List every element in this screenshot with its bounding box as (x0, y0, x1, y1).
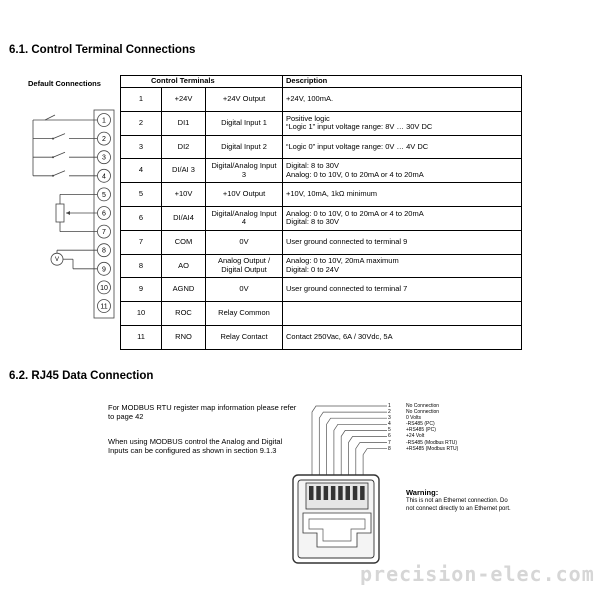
terminal-description (283, 135, 522, 159)
switch-node (52, 156, 54, 158)
voltmeter-label: V (54, 257, 60, 264)
terminal-symbol: DI/AI 3 (162, 159, 206, 183)
description-line-2: “Logic 1” input voltage range: 8V … 30V DC (286, 122, 433, 132)
terminal-label: 9 (102, 266, 106, 274)
description-line-1: Contact 250Vac, 6A / 30Vdc, 5A (286, 332, 393, 342)
table-row (121, 135, 522, 159)
terminal-label: 5 (102, 191, 106, 199)
terminal-label: 2 (102, 136, 106, 144)
potentiometer (56, 204, 64, 222)
description-line-1: Positive logic (286, 113, 330, 123)
terminal-function: +10V Output (206, 183, 283, 207)
pin-number: 7 (388, 439, 391, 446)
terminal-function: 0V (206, 230, 283, 254)
terminal-function: +24V Output (206, 88, 283, 112)
rj45-contact-block (306, 483, 368, 509)
switch-node (52, 138, 54, 140)
pot-wiper-arrow (66, 211, 70, 215)
rj45-pin-list (388, 403, 458, 452)
rj45-contact (324, 486, 329, 500)
watermark: precision-elec.com (360, 562, 595, 586)
section-title-rj45: 6.2. RJ45 Data Connection (9, 370, 154, 382)
switch-contact (53, 152, 65, 157)
section-title-control-terminals: 6.1. Control Terminal Connections (9, 44, 196, 56)
terminal-symbol: AGND (162, 278, 206, 302)
terminal-function: Relay Contact (206, 325, 283, 349)
pin-label: -RS485 (PC) (406, 421, 435, 428)
terminal-label: 11 (100, 303, 108, 311)
terminal-symbol: DI1 (162, 111, 206, 135)
terminal-number: 6 (121, 206, 162, 230)
table-row (121, 325, 522, 349)
modbus-control-note: When using MODBUS control the Analog and Digital Inputs can be configured as shown in section 9.1.3 (108, 437, 283, 456)
pin-label: No Connection (406, 409, 440, 416)
terminal-function: Relay Common (206, 302, 283, 326)
terminal-symbol: DI/AI4 (162, 206, 206, 230)
pin-label: +24 Volt (406, 433, 425, 440)
pin-number: 2 (388, 409, 391, 416)
terminal-symbol: COM (162, 230, 206, 254)
terminal-number: 4 (121, 159, 162, 183)
description-line-1: Analog: 0 to 10V, 20mA maximum (286, 256, 399, 266)
switch-node (52, 175, 54, 177)
rj45-contact (338, 486, 343, 500)
terminal-number: 8 (121, 254, 162, 278)
warning-text: This is not an Ethernet connection. Do not connect directly to an Ethernet port. (406, 498, 511, 512)
pin-leader-line (319, 412, 387, 477)
table-row (121, 254, 522, 278)
terminal-symbol: ROC (162, 302, 206, 326)
terminal-number: 11 (121, 325, 162, 349)
header-description: Description (283, 76, 522, 88)
pin-label: +RS485 (Modbus RTU) (406, 445, 459, 452)
terminal-symbol: RNO (162, 325, 206, 349)
terminal-description (283, 111, 522, 135)
terminal-number: 10 (121, 302, 162, 326)
description-line-1: +10V, 10mA, 1kΩ minimum (286, 189, 377, 199)
description-line-2: Analog: 0 to 10V, 0 to 20mA or 4 to 20mA (286, 169, 424, 179)
control-terminals-table (120, 75, 522, 350)
terminal-description (283, 206, 522, 230)
terminal-function: Digital Input 1 (206, 111, 283, 135)
terminal-number: 5 (121, 183, 162, 207)
table-row (121, 278, 522, 302)
terminal-label: 8 (102, 247, 106, 255)
terminal-label: 7 (102, 229, 106, 237)
pin-number: 6 (388, 433, 391, 440)
description-line-1: Analog: 0 to 10V, 0 to 20mA or 4 to 20mA (286, 208, 424, 218)
terminal-symbol: +10V (162, 183, 206, 207)
description-line-1: “Logic 0” input voltage range: 0V … 4V DC (286, 141, 429, 151)
table-row (121, 183, 522, 207)
table-row (121, 302, 522, 326)
table-row (121, 88, 522, 112)
terminal-label: 4 (102, 173, 106, 181)
terminal-number: 2 (121, 111, 162, 135)
switch-contact (53, 134, 65, 139)
terminal-symbol: DI2 (162, 135, 206, 159)
terminal-description (283, 278, 522, 302)
terminal-description (283, 302, 522, 326)
terminal-number: 7 (121, 230, 162, 254)
pin-leader-line (356, 443, 387, 477)
terminal-function: Analog Output / Digital Output (206, 254, 283, 278)
default-connections-label: Default Connections (28, 79, 101, 88)
rj45-contact (316, 486, 321, 500)
terminal-label: 3 (102, 154, 106, 162)
pin-label: 0 Volts (406, 415, 422, 422)
table-row (121, 206, 522, 230)
default-connections-diagram (25, 107, 120, 322)
terminal-description (283, 254, 522, 278)
rj45-contact (360, 486, 365, 500)
table-row (121, 230, 522, 254)
terminal-label: 6 (102, 210, 106, 218)
description-line-1: +24V, 100mA. (286, 94, 334, 104)
terminal-number: 9 (121, 278, 162, 302)
description-line-1: User ground connected to terminal 7 (286, 284, 408, 294)
terminal-function: Digital Input 2 (206, 135, 283, 159)
rj45-contact (353, 486, 358, 500)
pin-row (388, 446, 458, 452)
terminal-label: 1 (102, 117, 106, 125)
terminal-description (283, 183, 522, 207)
pin-number: 4 (388, 421, 391, 428)
pin-label: -RS485 (Modbus RTU) (406, 439, 458, 446)
terminal-description (283, 88, 522, 112)
pin-number: 8 (388, 445, 391, 452)
terminal-number: 3 (121, 135, 162, 159)
switch-contact (53, 171, 65, 176)
pin-label: No Connection (406, 403, 440, 409)
pin-number: 1 (388, 403, 391, 409)
description-line-2: Digital: 0 to 24V (286, 264, 339, 274)
terminal-number: 1 (121, 88, 162, 112)
terminal-description (283, 325, 522, 349)
pin-label: +RS485 (PC) (406, 427, 436, 434)
terminal-symbol: AO (162, 254, 206, 278)
terminal-label: 10 (100, 284, 108, 292)
table-row (121, 159, 522, 183)
rj45-contact (346, 486, 351, 500)
pin-leader-line (334, 424, 387, 477)
terminal-description (283, 159, 522, 183)
terminal-function: 0V (206, 278, 283, 302)
pin-number: 5 (388, 427, 391, 434)
description-line-1: Digital: 8 to 30V (286, 161, 339, 171)
modbus-register-note: For MODBUS RTU register map information please refer to page 42 (108, 403, 297, 422)
rj45-connector-drawing (285, 395, 400, 570)
terminal-function: Digital/Analog Input 4 (206, 206, 283, 230)
description-line-1: User ground connected to terminal 9 (286, 236, 408, 246)
rj45-contact (309, 486, 314, 500)
switch-contact (45, 115, 55, 120)
terminal-symbol: +24V (162, 88, 206, 112)
pin-leader-line (363, 449, 387, 477)
terminal-description (283, 230, 522, 254)
pin-number: 3 (388, 415, 391, 422)
terminal-function: Digital/Analog Input 3 (206, 159, 283, 183)
header-control-terminals: Control Terminals (121, 76, 283, 88)
description-line-2: Digital: 8 to 30V (286, 217, 339, 227)
table-row (121, 111, 522, 135)
rj45-contact (331, 486, 336, 500)
warning-title: Warning: (406, 488, 439, 497)
